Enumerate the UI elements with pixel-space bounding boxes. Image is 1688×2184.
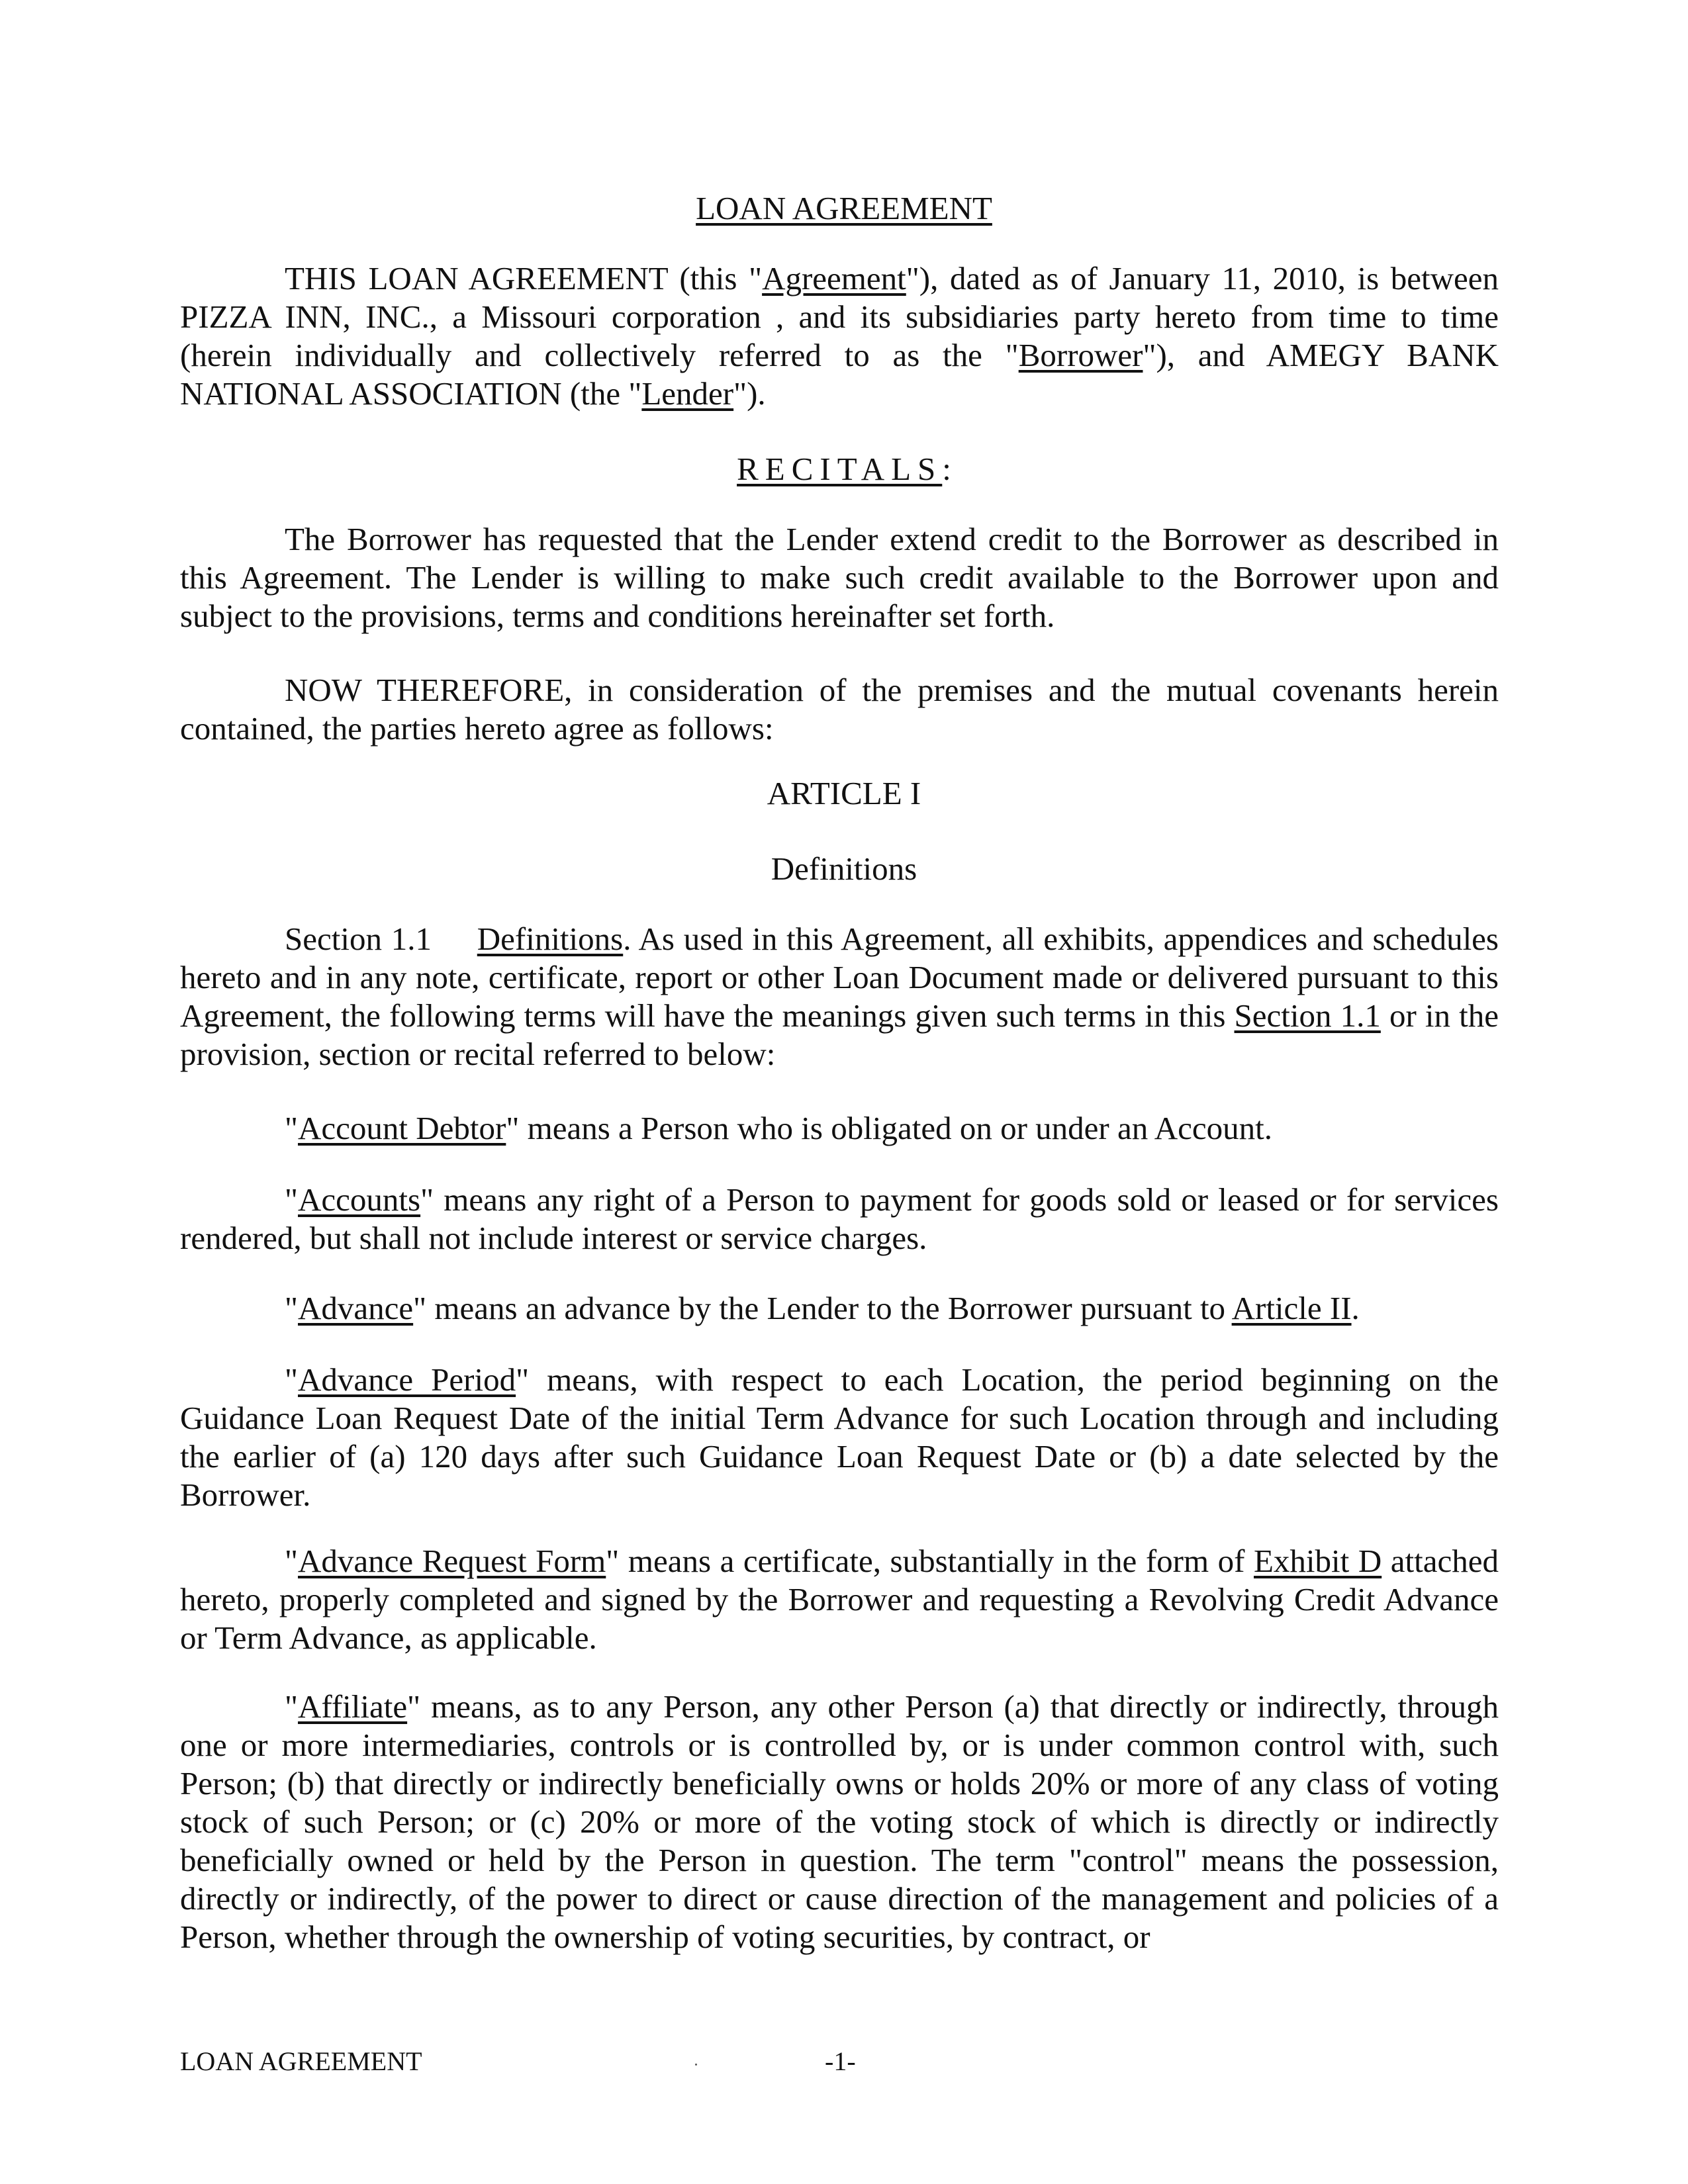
section-text-2: or in the provision, section or recital referred to below: (180, 997, 1499, 1072)
definition-text: means, with respect to each Location, the period beginning on the Guidance Loan Request Date of the initial Term Advance for such Location through and including the earlier of (a) 120 days after such Guidance Loan Request Date or (b) a date selected by the Borrower. (180, 1361, 1499, 1513)
definition-accounts: "Accounts" means any right of a Person to payment for goods sold or leased or for services rendered, but shall not include interest or service charges. (180, 1181, 1499, 1256)
definition-advance-period: "Advance Period" means, with respect to each Location, the period beginning on the Guidance Loan Request Date of the initial Term Advance for such Location through and including the earlier of (a) 120 days after such Guidance Loan Request Date or (b) a date selected by the Borrower. (180, 1361, 1499, 1513)
definition-text: means an advance by the Lender to the Borrower pursuant to (426, 1290, 1232, 1326)
defined-term-borrower: Borrower (1018, 337, 1143, 373)
definition-account-debtor: "Account Debtor" means a Person who is obligated on or under an Account. (285, 1110, 1273, 1146)
definition-advance-request-form: "Advance Request Form" means a certificate, substantially in the form of Exhibit D attached hereto, properly completed and signed by the Borrower and requesting a Revolving Credit Advance or Term Advance, as applicable. (180, 1543, 1499, 1656)
recitals-paragraph (180, 520, 1499, 635)
section-reference: Section 1.1 (1234, 997, 1381, 1034)
document-title (0, 189, 1688, 228)
recitals-heading-text: RECITALS (737, 451, 943, 487)
definition-affiliate: "Affiliate" means, as to any Person, any other Person (a) that directly or indirectly, through one or more intermediaries, controls or is controlled by, or is under common control with, such Person; (b) that directly or indirectly beneficially owns or holds 20% or more of any class of voting stock of such Person; or (c) 20% or more of the voting stock of which is directly or indirectly beneficially owned or held by the Person in question. The term "control" means the possession, directly or indirectly, of the power to direct or cause direction of the management and policies of a Person, whether through the ownership of voting securities, by contract, or (180, 1688, 1499, 1955)
section-number: Section 1.1 (285, 921, 432, 957)
defined-term: Accounts (298, 1181, 421, 1218)
defined-term: Advance (298, 1290, 414, 1326)
scan-speck (695, 2064, 697, 2066)
section-title: Definitions (477, 921, 624, 957)
article-subheading: Definitions (771, 850, 917, 887)
defined-term-agreement: Agreement (762, 260, 906, 296)
definition-text: means, as to any Person, any other Person (a) that directly or indirectly, through one or more intermediaries, controls or is controlled by, or is under common control with, such Person; (b) that directly or indirectly beneficially owns or holds 20% or more of any class of voting stock of such Person; or (c) 20% or more of the voting stock of which is directly or indirectly beneficially owned or held by the Person in question. The term "control" means the possession, directly or indirectly, of the power to direct or cause direction of the management and policies of a Person, whether through the ownership of voting securities, by contract, or (180, 1688, 1499, 1955)
intro-text-3: "), and AMEGY BANK NATIONAL ASSOCIATION (the " (180, 337, 1499, 412)
definition-text: means a certificate, substantially in the form of (619, 1543, 1254, 1579)
intro-paragraph (180, 259, 1499, 413)
defined-term-lender: Lender (641, 375, 734, 412)
title-text: LOAN AGREEMENT (696, 190, 992, 226)
article-reference: Article II (1231, 1290, 1352, 1326)
intro-text-4: "). (733, 375, 766, 412)
exhibit-reference: Exhibit D (1254, 1543, 1382, 1579)
now-therefore-paragraph (180, 671, 1499, 748)
article-heading: ARTICLE I (767, 775, 921, 811)
now-therefore-text: NOW THEREFORE, in consideration of the premises and the mutual covenants herein contained, the parties hereto agree as follows: (180, 672, 1499, 747)
defined-term: Affiliate (298, 1688, 408, 1725)
defined-term: Advance Request Form (298, 1543, 606, 1579)
defined-term: Advance Period (298, 1361, 516, 1398)
intro-text-1: THIS LOAN AGREEMENT (this " (285, 260, 763, 296)
recitals-text: The Borrower has requested that the Lender extend credit to the Borrower as described in this Agreement. The Lender is willing to make such credit available to the Borrower upon and subject to the provisions, terms and conditions hereinafter set forth. (180, 521, 1499, 634)
section-1-1-paragraph (180, 920, 1499, 1073)
definition-advance: "Advance" means an advance by the Lender to the Borrower pursuant to Article II. (285, 1290, 1360, 1326)
section-text-1: . As used in this Agreement, all exhibits, appendices and schedules hereto and in any note, certificate, report or other Loan Document made or delivered pursuant to this Agreement, the following terms will have the meanings given such terms in this (180, 921, 1499, 1034)
footer-title: LOAN AGREEMENT (180, 2046, 422, 2076)
definition-text: means a Person who is obligated on or under an Account. (519, 1110, 1273, 1146)
defined-term: Account Debtor (298, 1110, 506, 1146)
recitals-colon: : (942, 451, 951, 487)
intro-text-2: "), dated as of January 11, 2010, is between PIZZA INN, INC., a Missouri corporation , and its subsidiaries party hereto from time to time (herein individually and collectively referred to as the " (180, 260, 1499, 373)
definition-text: means any right of a Person to payment for goods sold or leased or for services rendered, but shall not include interest or service charges. (180, 1181, 1499, 1256)
recitals-heading (0, 450, 1688, 488)
page-number: -1- (825, 2046, 856, 2076)
